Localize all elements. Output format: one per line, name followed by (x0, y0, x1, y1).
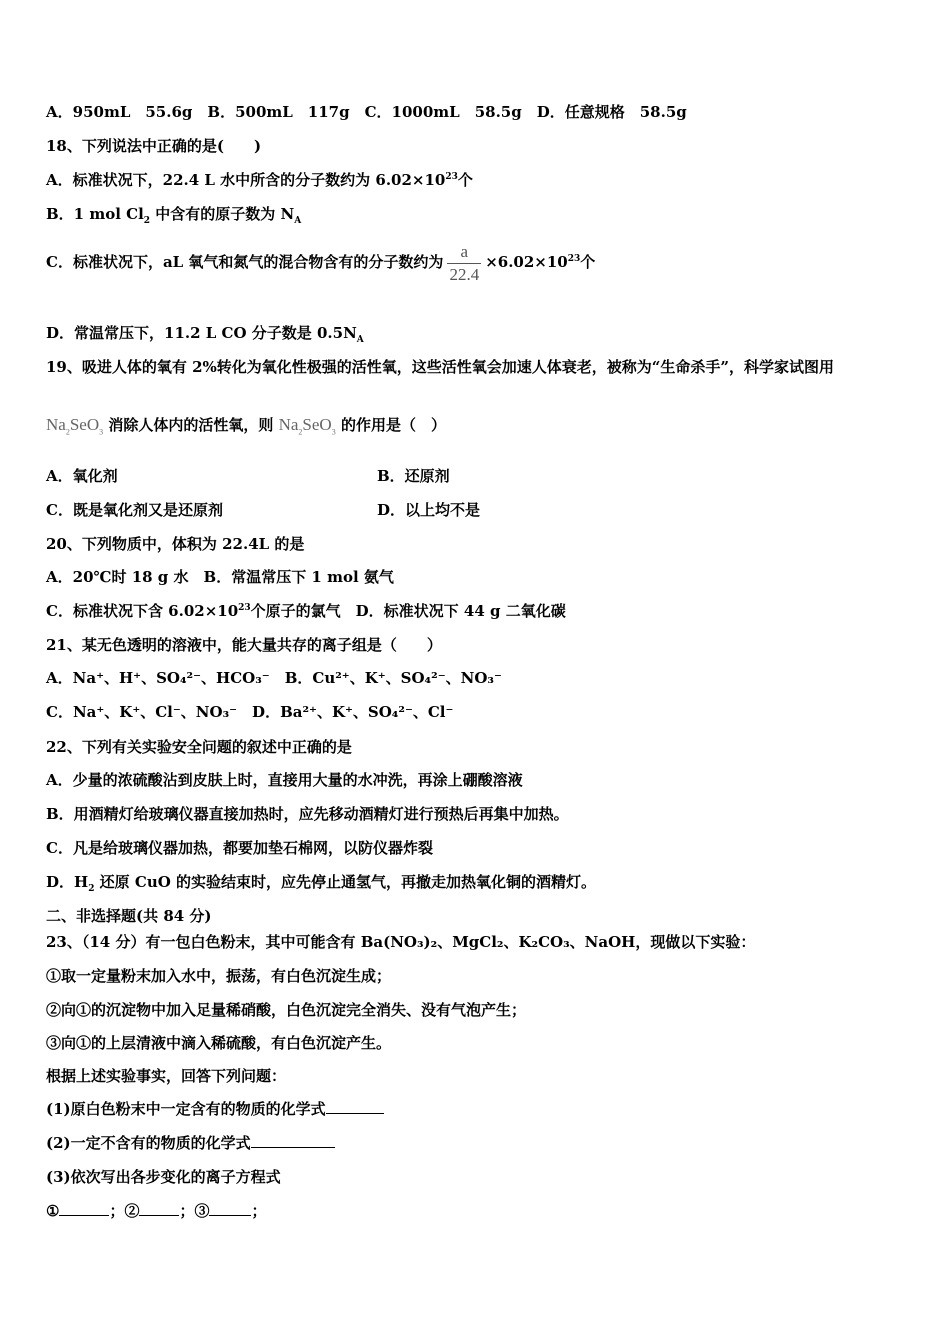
q19-stem: 19、吸进人体的氧有 2%转化为氧化性极强的活性氧，这些活性氧会加速人体衰老，被称为“生命杀手”，科学家试图用 (46, 358, 835, 376)
na2seo3-formula: $Na_2SeO_3$ (278, 415, 336, 437)
q21-options-cd: C．Na⁺、K⁺、Cl⁻、NO₃⁻ D．Ba²⁺、K⁺、SO₄²⁻、Cl⁻ (46, 703, 454, 721)
q20-options-ab: A．20℃时 18 g 水 B．常温常压下 1 mol 氨气 (46, 568, 394, 586)
answer-blank[interactable] (251, 1133, 335, 1148)
q22-option-d: D．$H_2$ 还原 CuO 的实验结束时，应先停止通氢气，再撤走加热氧化铜的酒精灯。 (46, 873, 597, 894)
na2seo3-formula: $Na_2SeO_3$ (46, 415, 104, 437)
answer-blank[interactable] (59, 1201, 109, 1216)
q18-option-b: B．1 mol $Cl_2$ 中含有的原子数为 $N_A$ (46, 205, 302, 226)
q19-option-b: B．还原剂 (377, 467, 450, 485)
q23-stem: 23、（14 分）有一包白色粉末，其中可能含有 Ba(NO₃)₂、MgCl₂、K₂CO₃、NaOH，现做以下实验： (46, 933, 756, 951)
answer-blank[interactable] (139, 1201, 179, 1216)
q23-step-3: ③向①的上层清液中滴入稀硫酸，有白色沉淀产生。 (46, 1034, 392, 1052)
q20-options-cd: C．标准状况下含 $6.02\times 10^{23}$个原子的氯气 D．标准状况下 44 g 二氧化碳 (46, 602, 566, 620)
q18-option-d: D．常温常压下，11.2 L CO 分子数是 $0.5N_A$ (46, 324, 364, 345)
q22-option-b: B．用酒精灯给玻璃仪器直接加热时，应先移动酒精灯进行预热后再集中加热。 (46, 805, 569, 823)
q20-stem: 20、下列物质中，体积为 22.4L 的是 (46, 535, 305, 553)
q18-stem: 18、下列说法中正确的是( ) (46, 137, 262, 155)
q22-option-a: A．少量的浓硫酸沾到皮肤上时，直接用大量的水冲洗，再涂上硼酸溶液 (46, 771, 523, 789)
q19-options-row2 (46, 499, 906, 521)
q18-option-c: C．标准状况下，aL 氧气和氮气的混合物含有的分子数约为 $\frac{a}{22.4}$ $\times 6.02\times 10^{23}$个 (46, 241, 596, 284)
q23-part-3-blanks: ① ；② ；③ ； (46, 1202, 267, 1220)
q19-option-a: A．氧化剂 (46, 467, 118, 485)
q23-step-1: ①取一定量粉末加入水中，振荡，有白色沉淀生成； (46, 967, 392, 985)
q19-option-c: C．既是氧化剂又是还原剂 (46, 501, 223, 519)
q23-part-1: (1)原白色粉末中一定含有的物质的化学式 (46, 1098, 384, 1120)
q19-stem-line2: $Na_2SeO_3$ 消除人体内的活性氧，则 $Na_2SeO_3$ 的作用是（ ） (46, 415, 446, 437)
q21-stem: 21、某无色透明的溶液中，能大量共存的离子组是（ ） (46, 636, 442, 654)
q17-options: A．950mL 55.6g B．500mL 117g C．1000mL 58.5g D．任意规格 58.5g (46, 103, 687, 121)
q23-part-2: (2)一定不含有的物质的化学式 (46, 1132, 335, 1154)
fraction-a-over-22-4: $\frac{a}{22.4}$ (449, 241, 480, 284)
section-heading: 二、非选择题(共 84 分) (46, 907, 212, 925)
q22-stem: 22、下列有关实验安全问题的叙述中正确的是 (46, 738, 352, 756)
q23-step-2: ②向①的沉淀物中加入足量稀硝酸，白色沉淀完全消失、没有气泡产生； (46, 1001, 527, 1019)
answer-blank[interactable] (209, 1201, 251, 1216)
answer-blank[interactable] (326, 1099, 384, 1114)
q21-options-ab: A．Na⁺、H⁺、SO₄²⁻、HCO₃⁻ B．Cu²⁺、K⁺、SO₄²⁻、NO₃⁻ (46, 669, 502, 687)
q23-part-3: (3)依次写出各步变化的离子方程式 (46, 1168, 281, 1186)
q22-option-c: C．凡是给玻璃仪器加热，都要加垫石棉网，以防仪器炸裂 (46, 839, 433, 857)
q19-option-d: D．以上均不是 (377, 501, 481, 519)
q19-options-row1 (46, 465, 906, 487)
q23-prompt: 根据上述实验事实，回答下列问题： (46, 1067, 287, 1085)
q18-option-a: A．标准状况下，22.4 L 水中所含的分子数约为 $6.02\times 10^{23}$个 (46, 171, 473, 189)
